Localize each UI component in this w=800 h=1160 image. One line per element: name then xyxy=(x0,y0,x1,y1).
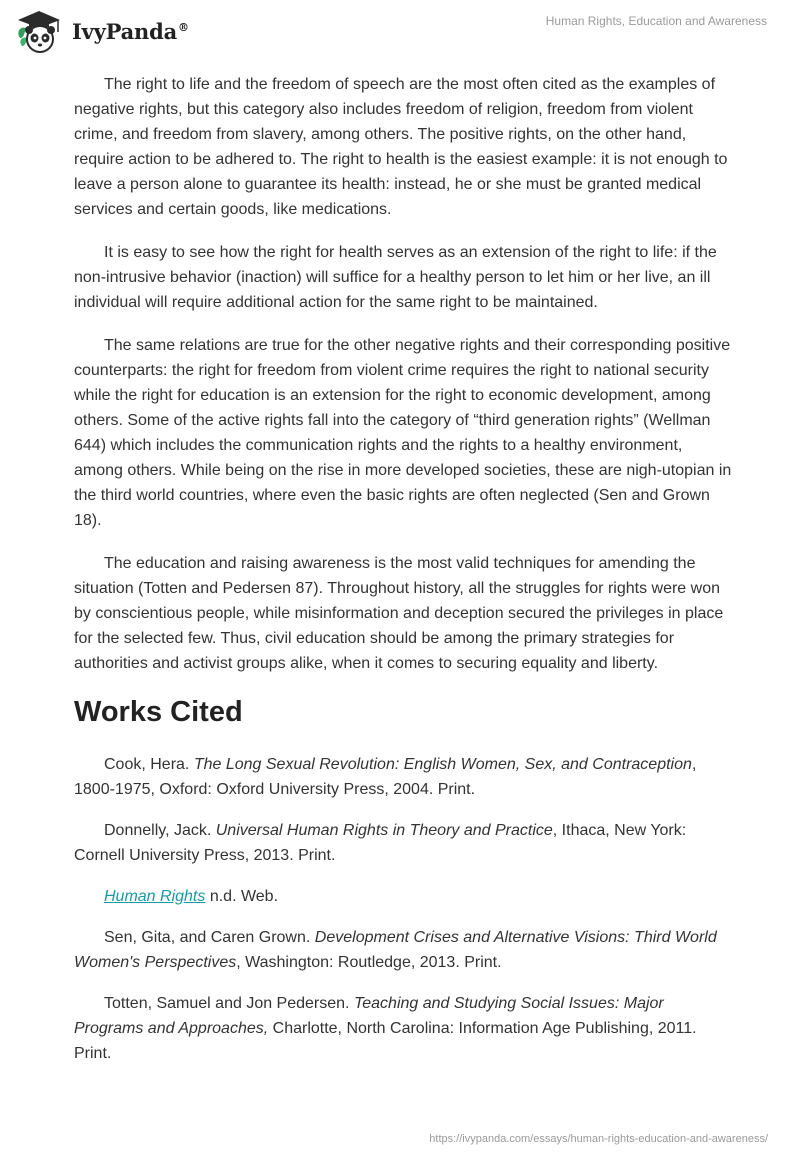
body-paragraph: The education and raising awareness is the most valid techniques for amending the situation (Totten and Pedersen 87). Throughout history, all the struggles for rights were won by conscientious people, while misinformation and deception secured the privileges in place for the selected few. Thus, civil education should be among the primary strategies for authorities and activist groups alike, when it comes to securing equality and liberty. xyxy=(74,555,724,672)
body-paragraph: The same relations are true for the other negative rights and their corresponding positive counterparts: the right for freedom from violent crime requires the right to national security while the right for education is an extension for the right to economic development, among others. Some of the active rights fall into the category of “third generation rights” (Wellman 644) which includes the communication rights and the rights to a healthy environment, among others. While being on the rise in more developed societies, these are nigh-utopian in the third world countries, where even the basic rights are often neglected (Sen and Grown 18). xyxy=(74,337,732,529)
body-paragraph: The right to life and the freedom of speech are the most often cited as the examples of negative rights, but this category also includes freedom of religion, freedom from violent crime, and freedom from slavery, among others. The positive rights, on the other hand, require action to be adhered to. The right to health is the easiest example: it is not enough to leave a person alone to guarantee its health: instead, he or she must be granted medical services and certain goods, like medications. xyxy=(74,76,728,218)
reference-entry: Human Rights n.d. Web. xyxy=(104,888,279,905)
panda-graduate-icon xyxy=(14,8,64,54)
logo-wordmark: IvyPanda® xyxy=(72,18,189,44)
reference-entry: Cook, Hera. The Long Sexual Revolution: English Women, Sex, and Contraception, 1800-1975, Oxford: Oxford University Press, 2004. Print. xyxy=(74,756,697,798)
body-paragraph: It is easy to see how the right for health serves as an extension of the right to life: if the non-intrusive behavior (inaction) will suffice for a healthy person to let him or her live, an ill individual will require additional action for the same right to be maintained. xyxy=(74,244,717,311)
reference-entry: Sen, Gita, and Caren Grown. Development Crises and Alternative Visions: Third World Women's Perspectives, Washington: Routledge, 2013. Print. xyxy=(74,929,717,971)
footer-url: https://ivypanda.com/essays/human-rights-education-and-awareness/ xyxy=(429,1133,768,1145)
human-rights-link[interactable]: Human Rights xyxy=(104,888,206,905)
running-title: Human Rights, Education and Awareness xyxy=(545,14,767,28)
essay-content xyxy=(74,72,734,1082)
reference-entry: Donnelly, Jack. Universal Human Rights in Theory and Practice, Ithaca, New York: Cornell University Press, 2013. Print. xyxy=(74,822,687,864)
reference-entry: Totten, Samuel and Jon Pedersen. Teaching and Studying Social Issues: Major Programs and Approaches, Charlotte, North Carolina: Information Age Publishing, 2011. Print. xyxy=(74,995,697,1062)
ivypanda-logo[interactable] xyxy=(14,8,189,54)
works-cited-heading: Works Cited xyxy=(74,696,243,728)
page-header xyxy=(0,0,800,60)
